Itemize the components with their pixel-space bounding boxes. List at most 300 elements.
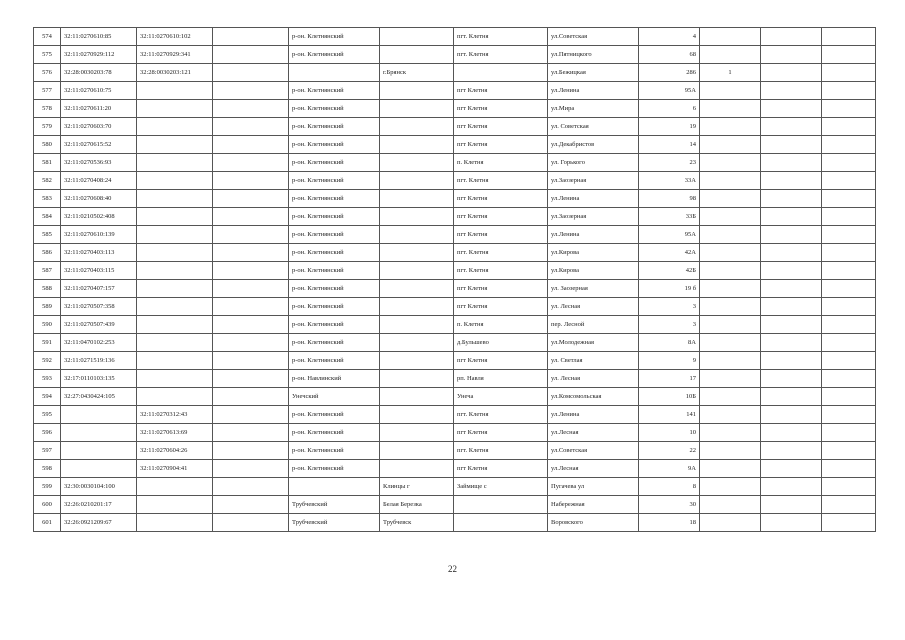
house-number-cell: 17: [639, 370, 700, 388]
house-number-cell: 6: [639, 100, 700, 118]
empty-cell: [213, 280, 289, 298]
table-row: [34, 136, 876, 154]
cadastral-number-cell: [61, 442, 137, 460]
table-row: [34, 406, 876, 424]
extra-cell: [761, 208, 822, 226]
settlement-cell: пгт Клетня: [454, 100, 548, 118]
extra-cell: [822, 388, 876, 406]
extra-cell: [761, 280, 822, 298]
extra-cell: [761, 28, 822, 46]
row-number: 585: [34, 226, 61, 244]
table-row: [34, 496, 876, 514]
house-number-cell: 98: [639, 190, 700, 208]
building-cadastral-cell: [137, 280, 213, 298]
row-number: 592: [34, 352, 61, 370]
table-row: [34, 442, 876, 460]
apartment-cell: [700, 226, 761, 244]
table-row: [34, 172, 876, 190]
extra-cell: [761, 136, 822, 154]
apartment-cell: [700, 424, 761, 442]
empty-cell: [213, 478, 289, 496]
extra-cell: [822, 244, 876, 262]
city-cell: [380, 154, 454, 172]
building-cadastral-cell: [137, 334, 213, 352]
table-row: [34, 370, 876, 388]
apartment-cell: [700, 496, 761, 514]
extra-cell: [761, 298, 822, 316]
settlement-cell: [454, 496, 548, 514]
cadastral-number-cell: 32:30:0030104:100: [61, 478, 137, 496]
building-cadastral-cell: [137, 514, 213, 532]
extra-cell: [761, 244, 822, 262]
row-number: 583: [34, 190, 61, 208]
building-cadastral-cell: [137, 478, 213, 496]
house-number-cell: 33Б: [639, 208, 700, 226]
extra-cell: [822, 298, 876, 316]
building-cadastral-cell: [137, 208, 213, 226]
extra-cell: [822, 406, 876, 424]
row-number: 579: [34, 118, 61, 136]
apartment-cell: [700, 136, 761, 154]
table-row: [34, 514, 876, 532]
extra-cell: [761, 496, 822, 514]
house-number-cell: 18: [639, 514, 700, 532]
row-number: 575: [34, 46, 61, 64]
extra-cell: [822, 172, 876, 190]
extra-cell: [822, 496, 876, 514]
table-row: [34, 388, 876, 406]
house-number-cell: 95А: [639, 82, 700, 100]
apartment-cell: [700, 262, 761, 280]
city-cell: [380, 190, 454, 208]
row-number: 595: [34, 406, 61, 424]
apartment-cell: [700, 388, 761, 406]
settlement-cell: пгт. Клетня: [454, 262, 548, 280]
house-number-cell: 10Б: [639, 388, 700, 406]
empty-cell: [213, 28, 289, 46]
building-cadastral-cell: 32:11:0270929:341: [137, 46, 213, 64]
table-row: [34, 280, 876, 298]
settlement-cell: д.Бульшево: [454, 334, 548, 352]
district-cell: р-он. Клетнянский: [289, 208, 380, 226]
empty-cell: [213, 298, 289, 316]
row-number: 588: [34, 280, 61, 298]
street-cell: ул.Ленина: [548, 82, 639, 100]
apartment-cell: [700, 442, 761, 460]
empty-cell: [213, 226, 289, 244]
city-cell: [380, 82, 454, 100]
street-cell: ул.Ленина: [548, 406, 639, 424]
house-number-cell: 286: [639, 64, 700, 82]
row-number: 599: [34, 478, 61, 496]
extra-cell: [761, 82, 822, 100]
settlement-cell: п. Клетня: [454, 316, 548, 334]
settlement-cell: пгт. Клетня: [454, 442, 548, 460]
extra-cell: [761, 352, 822, 370]
city-cell: [380, 226, 454, 244]
house-number-cell: 33А: [639, 172, 700, 190]
city-cell: Белая Березка: [380, 496, 454, 514]
table-row: [34, 208, 876, 226]
district-cell: р-он. Клетнянский: [289, 442, 380, 460]
extra-cell: [761, 262, 822, 280]
house-number-cell: 14: [639, 136, 700, 154]
settlement-cell: [454, 514, 548, 532]
empty-cell: [213, 388, 289, 406]
table-row: [34, 478, 876, 496]
table-row: [34, 82, 876, 100]
street-cell: ул.Кирова: [548, 262, 639, 280]
extra-cell: [761, 154, 822, 172]
apartment-cell: [700, 46, 761, 64]
table-row: [34, 154, 876, 172]
empty-cell: [213, 64, 289, 82]
empty-cell: [213, 442, 289, 460]
settlement-cell: п. Клетня: [454, 154, 548, 172]
row-number: 591: [34, 334, 61, 352]
cadastral-number-cell: 32:11:0270403:113: [61, 244, 137, 262]
table-row: [34, 190, 876, 208]
district-cell: Трубчевский: [289, 496, 380, 514]
district-cell: Трубчевский: [289, 514, 380, 532]
city-cell: [380, 118, 454, 136]
apartment-cell: [700, 100, 761, 118]
city-cell: [380, 460, 454, 478]
district-cell: р-он. Клетнянский: [289, 118, 380, 136]
house-number-cell: 3: [639, 298, 700, 316]
district-cell: Унечский: [289, 388, 380, 406]
cadastral-number-cell: 32:11:0270610:139: [61, 226, 137, 244]
building-cadastral-cell: [137, 82, 213, 100]
street-cell: ул.Комсомольская: [548, 388, 639, 406]
extra-cell: [761, 118, 822, 136]
street-cell: ул.Ленина: [548, 226, 639, 244]
apartment-cell: [700, 190, 761, 208]
street-cell: ул. Лесная: [548, 298, 639, 316]
district-cell: [289, 64, 380, 82]
settlement-cell: пгт Клетня: [454, 460, 548, 478]
street-cell: ул. Заозерная: [548, 280, 639, 298]
cadastral-number-cell: [61, 406, 137, 424]
house-number-cell: 42А: [639, 244, 700, 262]
extra-cell: [761, 406, 822, 424]
street-cell: ул.Советская: [548, 442, 639, 460]
extra-cell: [822, 262, 876, 280]
extra-cell: [761, 334, 822, 352]
street-cell: ул.Лесная: [548, 460, 639, 478]
district-cell: р-он. Клетнянский: [289, 298, 380, 316]
house-number-cell: 4: [639, 28, 700, 46]
table-row: [34, 46, 876, 64]
empty-cell: [213, 46, 289, 64]
table-row: [34, 100, 876, 118]
city-cell: Клинцы г: [380, 478, 454, 496]
empty-cell: [213, 262, 289, 280]
building-cadastral-cell: [137, 388, 213, 406]
cadastral-number-cell: 32:11:0210502:408: [61, 208, 137, 226]
extra-cell: [761, 370, 822, 388]
city-cell: [380, 262, 454, 280]
table-row: [34, 298, 876, 316]
street-cell: ул.Лесная: [548, 424, 639, 442]
empty-cell: [213, 496, 289, 514]
settlement-cell: Унеча: [454, 388, 548, 406]
city-cell: [380, 46, 454, 64]
building-cadastral-cell: [137, 118, 213, 136]
cadastral-number-cell: 32:26:0210201:17: [61, 496, 137, 514]
row-number: 590: [34, 316, 61, 334]
city-cell: [380, 28, 454, 46]
extra-cell: [822, 208, 876, 226]
row-number: 577: [34, 82, 61, 100]
district-cell: р-он. Клетнянский: [289, 172, 380, 190]
extra-cell: [822, 28, 876, 46]
cadastral-number-cell: 32:11:0270603:70: [61, 118, 137, 136]
extra-cell: [761, 64, 822, 82]
cadastral-number-cell: 32:11:0270407:157: [61, 280, 137, 298]
apartment-cell: [700, 82, 761, 100]
cadastral-number-cell: 32:11:0270929:112: [61, 46, 137, 64]
cadastral-number-cell: 32:11:0270608:40: [61, 190, 137, 208]
empty-cell: [213, 406, 289, 424]
apartment-cell: [700, 172, 761, 190]
district-cell: р-он. Клетнянский: [289, 280, 380, 298]
table-row: [34, 334, 876, 352]
city-cell: [380, 172, 454, 190]
city-cell: [380, 100, 454, 118]
building-cadastral-cell: [137, 496, 213, 514]
cadastral-number-cell: 32:11:0270507:358: [61, 298, 137, 316]
apartment-cell: [700, 478, 761, 496]
building-cadastral-cell: [137, 190, 213, 208]
registry-table-body: [34, 28, 876, 532]
row-number: 578: [34, 100, 61, 118]
row-number: 594: [34, 388, 61, 406]
table-row: [34, 226, 876, 244]
district-cell: р-он. Клетнянский: [289, 262, 380, 280]
apartment-cell: [700, 460, 761, 478]
extra-cell: [822, 460, 876, 478]
extra-cell: [761, 190, 822, 208]
table-row: [34, 352, 876, 370]
table-row: [34, 262, 876, 280]
extra-cell: [761, 478, 822, 496]
empty-cell: [213, 208, 289, 226]
building-cadastral-cell: [137, 100, 213, 118]
apartment-cell: [700, 280, 761, 298]
row-number: 581: [34, 154, 61, 172]
settlement-cell: пгт. Клетня: [454, 244, 548, 262]
district-cell: р-он. Клетнянский: [289, 154, 380, 172]
extra-cell: [822, 334, 876, 352]
extra-cell: [822, 424, 876, 442]
empty-cell: [213, 352, 289, 370]
city-cell: г.Брянск: [380, 64, 454, 82]
row-number: 587: [34, 262, 61, 280]
building-cadastral-cell: [137, 298, 213, 316]
building-cadastral-cell: 32:11:0270604:26: [137, 442, 213, 460]
apartment-cell: 1: [700, 64, 761, 82]
street-cell: пер. Лесной: [548, 316, 639, 334]
empty-cell: [213, 424, 289, 442]
extra-cell: [822, 316, 876, 334]
street-cell: ул.Мира: [548, 100, 639, 118]
row-number: 576: [34, 64, 61, 82]
cadastral-number-cell: 32:11:0270408:24: [61, 172, 137, 190]
street-cell: ул.Заозерная: [548, 208, 639, 226]
cadastral-number-cell: 32:11:0270611:20: [61, 100, 137, 118]
apartment-cell: [700, 406, 761, 424]
extra-cell: [761, 46, 822, 64]
district-cell: р-он. Клетнянский: [289, 190, 380, 208]
city-cell: [380, 208, 454, 226]
district-cell: [289, 478, 380, 496]
building-cadastral-cell: [137, 262, 213, 280]
extra-cell: [822, 352, 876, 370]
cadastral-number-cell: 32:28:0030203:78: [61, 64, 137, 82]
extra-cell: [822, 118, 876, 136]
house-number-cell: 9А: [639, 460, 700, 478]
building-cadastral-cell: [137, 154, 213, 172]
extra-cell: [761, 226, 822, 244]
table-row: [34, 460, 876, 478]
table-row: [34, 118, 876, 136]
extra-cell: [761, 460, 822, 478]
extra-cell: [822, 82, 876, 100]
house-number-cell: 30: [639, 496, 700, 514]
empty-cell: [213, 82, 289, 100]
apartment-cell: [700, 316, 761, 334]
building-cadastral-cell: 32:11:0270613:69: [137, 424, 213, 442]
empty-cell: [213, 334, 289, 352]
extra-cell: [822, 154, 876, 172]
settlement-cell: пгт. Клетня: [454, 406, 548, 424]
settlement-cell: [454, 64, 548, 82]
apartment-cell: [700, 154, 761, 172]
house-number-cell: 23: [639, 154, 700, 172]
extra-cell: [761, 100, 822, 118]
district-cell: р-он. Клетнянский: [289, 244, 380, 262]
apartment-cell: [700, 370, 761, 388]
empty-cell: [213, 244, 289, 262]
city-cell: [380, 244, 454, 262]
cadastral-number-cell: [61, 460, 137, 478]
empty-cell: [213, 316, 289, 334]
street-cell: ул. Лесная: [548, 370, 639, 388]
cadastral-number-cell: 32:11:0270615:52: [61, 136, 137, 154]
house-number-cell: 8: [639, 478, 700, 496]
settlement-cell: пгт Клетня: [454, 352, 548, 370]
settlement-cell: пгт Клетня: [454, 298, 548, 316]
street-cell: ул.Заозерная: [548, 172, 639, 190]
apartment-cell: [700, 334, 761, 352]
extra-cell: [761, 424, 822, 442]
settlement-cell: пгт Клетня: [454, 190, 548, 208]
extra-cell: [822, 46, 876, 64]
city-cell: [380, 442, 454, 460]
extra-cell: [822, 64, 876, 82]
cadastral-number-cell: [61, 424, 137, 442]
empty-cell: [213, 136, 289, 154]
house-number-cell: 9: [639, 352, 700, 370]
district-cell: р-он. Клетнянский: [289, 316, 380, 334]
extra-cell: [761, 388, 822, 406]
house-number-cell: 95А: [639, 226, 700, 244]
house-number-cell: 19: [639, 118, 700, 136]
street-cell: ул. Советская: [548, 118, 639, 136]
row-number: 597: [34, 442, 61, 460]
street-cell: ул.Пятницкого: [548, 46, 639, 64]
table-row: [34, 64, 876, 82]
city-cell: [380, 370, 454, 388]
settlement-cell: рп. Навля: [454, 370, 548, 388]
house-number-cell: 141: [639, 406, 700, 424]
district-cell: р-он. Клетнянский: [289, 82, 380, 100]
row-number: 574: [34, 28, 61, 46]
settlement-cell: пгт Клетня: [454, 208, 548, 226]
settlement-cell: пгт. Клетня: [454, 46, 548, 64]
street-cell: ул.Декабристов: [548, 136, 639, 154]
house-number-cell: 3: [639, 316, 700, 334]
street-cell: ул. Светлая: [548, 352, 639, 370]
city-cell: [380, 406, 454, 424]
table-row: [34, 424, 876, 442]
district-cell: р-он. Клетнянский: [289, 226, 380, 244]
city-cell: Трубчевск: [380, 514, 454, 532]
extra-cell: [761, 442, 822, 460]
building-cadastral-cell: 32:11:0270312:43: [137, 406, 213, 424]
building-cadastral-cell: [137, 136, 213, 154]
house-number-cell: 8А: [639, 334, 700, 352]
empty-cell: [213, 100, 289, 118]
district-cell: р-он. Клетнянский: [289, 406, 380, 424]
building-cadastral-cell: 32:11:0270904:41: [137, 460, 213, 478]
settlement-cell: Займище с: [454, 478, 548, 496]
extra-cell: [761, 316, 822, 334]
street-cell: ул.Бежицкая: [548, 64, 639, 82]
city-cell: [380, 316, 454, 334]
apartment-cell: [700, 118, 761, 136]
street-cell: ул.Молодежная: [548, 334, 639, 352]
building-cadastral-cell: [137, 172, 213, 190]
city-cell: [380, 334, 454, 352]
table-row: [34, 316, 876, 334]
empty-cell: [213, 514, 289, 532]
empty-cell: [213, 118, 289, 136]
city-cell: [380, 136, 454, 154]
apartment-cell: [700, 208, 761, 226]
cadastral-number-cell: 32:11:0270403:115: [61, 262, 137, 280]
city-cell: [380, 388, 454, 406]
empty-cell: [213, 154, 289, 172]
city-cell: [380, 424, 454, 442]
row-number: 596: [34, 424, 61, 442]
row-number: 584: [34, 208, 61, 226]
street-cell: ул. Горького: [548, 154, 639, 172]
settlement-cell: пгт Клетня: [454, 82, 548, 100]
extra-cell: [822, 226, 876, 244]
apartment-cell: [700, 298, 761, 316]
table-row: [34, 28, 876, 46]
row-number: 589: [34, 298, 61, 316]
building-cadastral-cell: 32:28:0030203:121: [137, 64, 213, 82]
house-number-cell: 19 б: [639, 280, 700, 298]
settlement-cell: пгт Клетня: [454, 280, 548, 298]
house-number-cell: 42Б: [639, 262, 700, 280]
street-cell: ул.Кирова: [548, 244, 639, 262]
cadastral-number-cell: 32:11:0270610:85: [61, 28, 137, 46]
cadastral-number-cell: 32:11:0270507:439: [61, 316, 137, 334]
